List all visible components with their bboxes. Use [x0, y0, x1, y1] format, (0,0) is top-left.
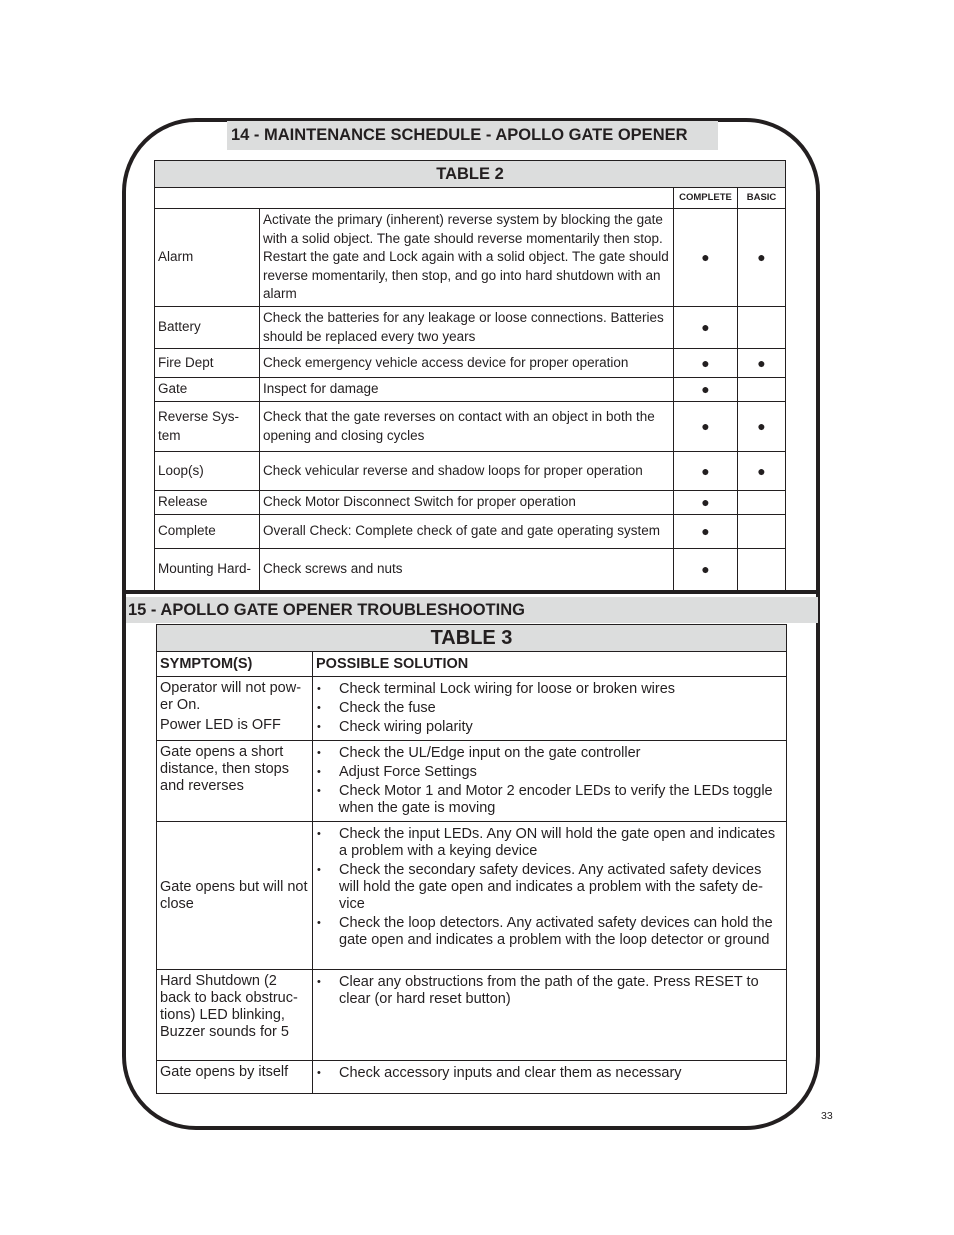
- item-description: Activate the primary (inherent) reverse system by blocking the gate with a solid object. The gate should reverse momentarily then stop. Restart the gate and Lock again with a solid object. The gate should reverse momentarily, then stop, and go into hard shutdown with an alarm: [260, 209, 674, 307]
- symptom-text: Hard Shutdown (2 back to back obstruc- tions) LED blinking, Buzzer sounds for 5: [160, 973, 298, 1040]
- item-description: Check that the gate reverses on contact with an object in both the opening and closing cycles: [260, 402, 674, 452]
- list-item: [317, 700, 783, 717]
- solution-text: Check Motor 1 and Motor 2 encoder LEDs to verify the LEDs toggle when the gate is moving: [339, 783, 773, 816]
- list-item: [317, 719, 783, 736]
- solution-cell: [313, 741, 787, 822]
- symptom-text: Operator will not pow- er On.: [160, 680, 302, 713]
- table3-header-row: [157, 652, 787, 677]
- symptom-cell: [157, 822, 313, 970]
- basic-dot: ●: [738, 349, 786, 378]
- symptom-text: Gate opens but will not close: [160, 878, 308, 912]
- basic-dot: [738, 491, 786, 515]
- item-label: Gate: [155, 378, 260, 402]
- symptom-cell: [157, 1061, 313, 1094]
- list-item: [317, 862, 783, 913]
- table-row: [155, 452, 786, 491]
- table2-header-row: [155, 188, 786, 209]
- item-description: Inspect for damage: [260, 378, 674, 402]
- solution-text: Check the fuse: [339, 700, 436, 716]
- table-row: [155, 349, 786, 378]
- table-row: [155, 549, 786, 591]
- table-row: [155, 402, 786, 452]
- complete-dot: ●: [674, 378, 738, 402]
- item-label: Reverse Sys- tem: [155, 402, 260, 452]
- complete-dot: ●: [674, 515, 738, 549]
- basic-dot: ●: [738, 402, 786, 452]
- table-row: [155, 307, 786, 349]
- item-description: Check emergency vehicle access device for proper operation: [260, 349, 674, 378]
- section-14-title: 14 - MAINTENANCE SCHEDULE - APOLLO GATE OPENER: [227, 121, 718, 150]
- table2-caption-row: [155, 161, 786, 188]
- list-item: [317, 915, 783, 949]
- solution-cell: [313, 822, 787, 970]
- bullet-icon: •: [317, 766, 321, 778]
- solution-cell: [313, 970, 787, 1061]
- solution-text: Clear any obstructions from the path of the gate. Press RESET to clear (or hard reset button): [339, 974, 759, 1007]
- solution-text: Check the input LEDs. Any ON will hold the gate open and indicates a problem with a keying device: [339, 826, 776, 859]
- complete-dot: ●: [674, 402, 738, 452]
- list-item: [317, 974, 783, 1008]
- list-item: [317, 826, 783, 860]
- item-description: Check the batteries for any leakage or loose connections. Batteries should be replaced every two years: [260, 307, 674, 349]
- maintenance-table: [154, 160, 786, 591]
- basic-dot: [738, 307, 786, 349]
- item-label: Alarm: [155, 209, 260, 307]
- complete-dot: ●: [674, 209, 738, 307]
- solution-text: Adjust Force Settings: [339, 764, 477, 780]
- troubleshooting-table: [156, 624, 787, 1094]
- table-row: [155, 378, 786, 402]
- complete-dot: ●: [674, 491, 738, 515]
- solution-text: Check terminal Lock wiring for loose or broken wires: [339, 681, 676, 697]
- table-row: [155, 491, 786, 515]
- solution-header: POSSIBLE SOLUTION: [313, 652, 787, 677]
- item-description: Check vehicular reverse and shadow loops for proper operation: [260, 452, 674, 491]
- list-item: [317, 681, 783, 698]
- bullet-icon: •: [317, 721, 321, 733]
- solution-cell: [313, 1061, 787, 1094]
- solution-text: Check wiring polarity: [339, 719, 473, 735]
- complete-dot: ●: [674, 452, 738, 491]
- solution-cell: [313, 677, 787, 741]
- table-row: [155, 515, 786, 549]
- table2-header-blank: [155, 188, 674, 209]
- bullet-icon: •: [317, 864, 321, 876]
- bullet-icon: •: [317, 785, 321, 797]
- table3-caption-row: [157, 625, 787, 652]
- item-label: Loop(s): [155, 452, 260, 491]
- basic-dot: [738, 378, 786, 402]
- bullet-icon: •: [317, 828, 321, 840]
- col-basic-header: BASIC: [738, 188, 786, 209]
- solution-text: Check the secondary safety devices. Any activated safety devices will hold the gate open and indicates a problem with the safety de- vice: [339, 862, 763, 912]
- symptom-text-secondary: Power LED is OFF: [160, 717, 281, 733]
- table-row: [155, 209, 786, 307]
- bullet-icon: •: [317, 976, 321, 988]
- solution-text: Check accessory inputs and clear them as necessary: [339, 1065, 682, 1081]
- basic-dot: ●: [738, 209, 786, 307]
- list-item: [317, 1065, 783, 1082]
- basic-dot: [738, 515, 786, 549]
- symptom-cell: [157, 677, 313, 741]
- table-row: [157, 822, 787, 970]
- basic-dot: ●: [738, 452, 786, 491]
- complete-dot: ●: [674, 349, 738, 378]
- table-row: [157, 677, 787, 741]
- solution-text: Check the loop detectors. Any activated safety devices can hold the gate open and indicates a problem with the loop detector or ground: [339, 915, 773, 948]
- bullet-icon: •: [317, 683, 321, 695]
- table-row: [157, 741, 787, 822]
- item-label: Mounting Hard-: [155, 549, 260, 591]
- basic-dot: [738, 549, 786, 591]
- list-item: [317, 764, 783, 781]
- symptom-cell: [157, 741, 313, 822]
- bullet-icon: •: [317, 747, 321, 759]
- symptom-text: Gate opens a short distance, then stops and reverses: [160, 744, 289, 794]
- bullet-icon: •: [317, 702, 321, 714]
- item-label: Complete: [155, 515, 260, 549]
- section-15-title: 15 - APOLLO GATE OPENER TROUBLESHOOTING: [126, 597, 818, 623]
- item-label: Fire Dept: [155, 349, 260, 378]
- complete-dot: ●: [674, 549, 738, 591]
- complete-dot: ●: [674, 307, 738, 349]
- item-description: Overall Check: Complete check of gate and gate operating system: [260, 515, 674, 549]
- table-row: [157, 1061, 787, 1094]
- item-description: Check screws and nuts: [260, 549, 674, 591]
- bullet-icon: •: [317, 917, 321, 929]
- symptom-text: Gate opens by itself: [160, 1064, 289, 1080]
- bullet-icon: •: [317, 1067, 321, 1079]
- page-number: 33: [821, 1110, 833, 1122]
- col-complete-header: COMPLETE: [674, 188, 738, 209]
- list-item: [317, 783, 783, 817]
- table2-caption: TABLE 2: [155, 161, 786, 188]
- item-description: Check Motor Disconnect Switch for proper operation: [260, 491, 674, 515]
- symptom-header: SYMPTOM(S): [157, 652, 313, 677]
- solution-text: Check the UL/Edge input on the gate controller: [339, 745, 641, 761]
- item-label: Release: [155, 491, 260, 515]
- table-row: [157, 970, 787, 1061]
- table3-caption: TABLE 3: [157, 625, 787, 652]
- list-item: [317, 745, 783, 762]
- symptom-cell: [157, 970, 313, 1061]
- item-label: Battery: [155, 307, 260, 349]
